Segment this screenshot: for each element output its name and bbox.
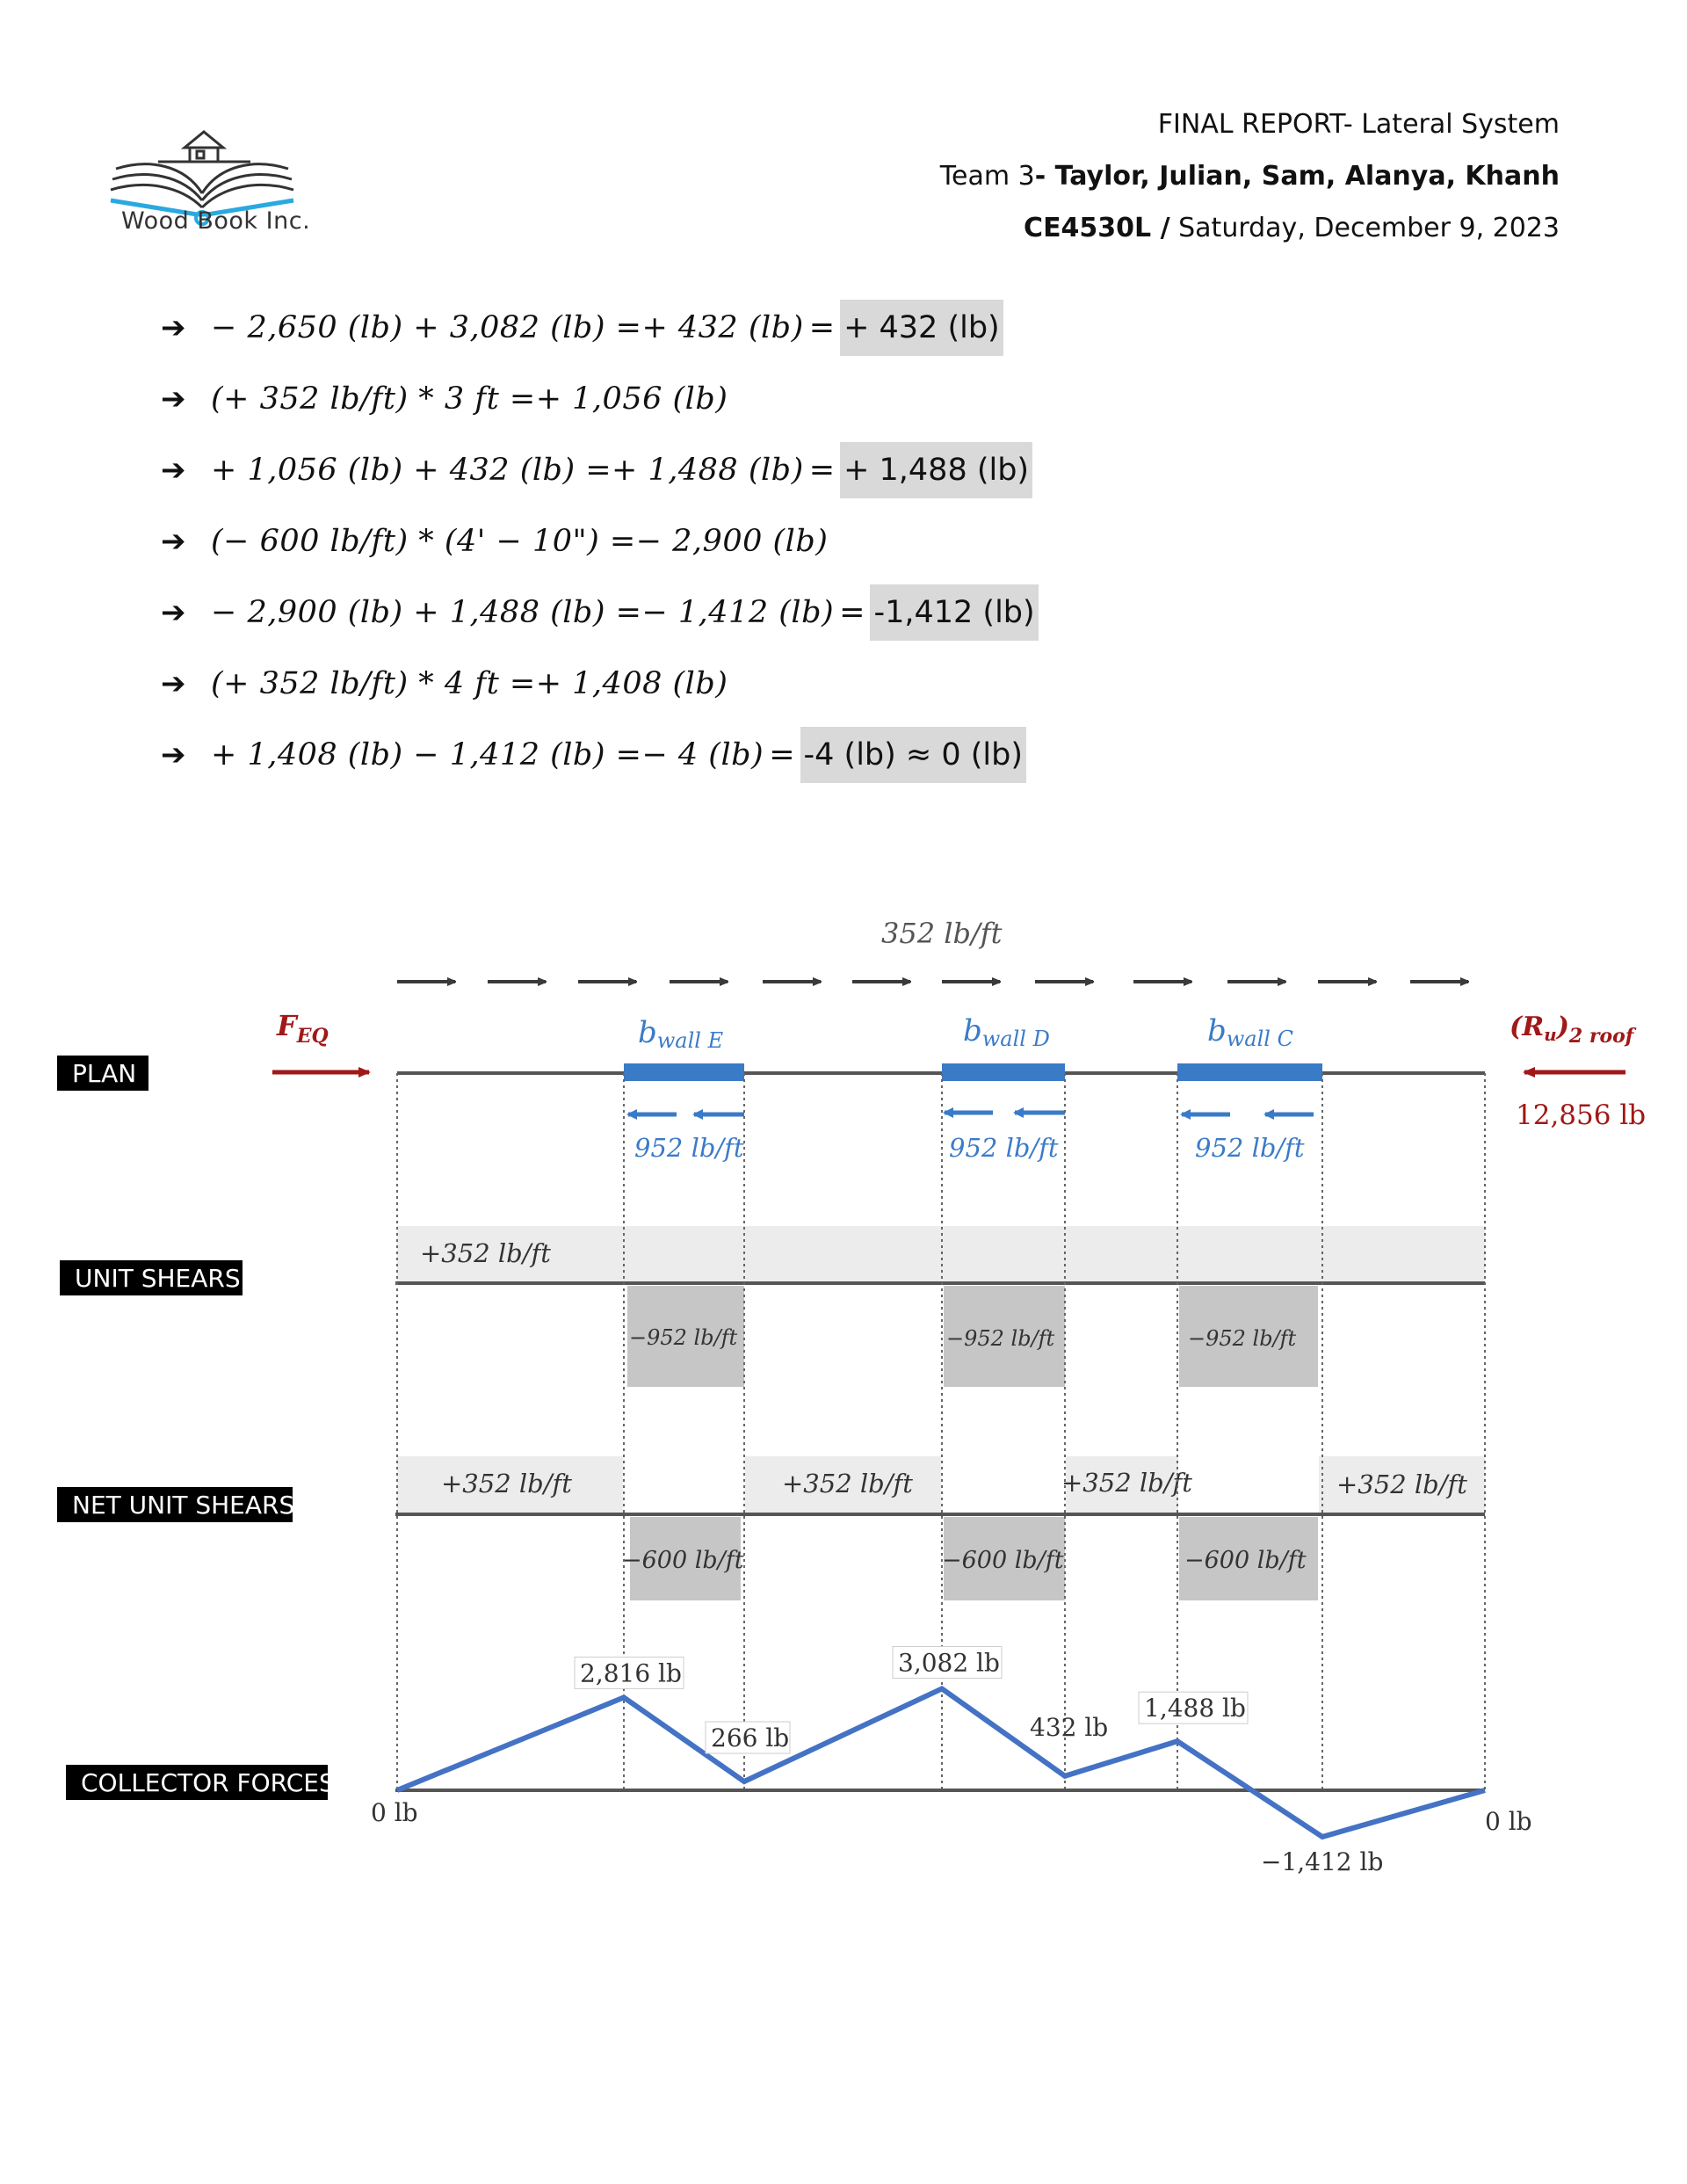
wall-e-label: bwall E: [638, 1015, 724, 1053]
bullet-arrow-icon: ➔: [161, 310, 186, 345]
row-label-unit-shears-text: UNIT SHEARS: [75, 1264, 241, 1293]
unit-shear-positive-value: +352 lb/ft: [420, 1238, 551, 1268]
equation-expr: (− 600 lb/ft) * (4' − 10") =− 2,900 (lb): [211, 524, 829, 559]
equation-expr: − 2,900 (lb) + 1,488 (lb) =− 1,412 (lb): [211, 595, 835, 630]
equation-expr: − 2,650 (lb) + 3,082 (lb) =+ 432 (lb): [211, 310, 804, 345]
equation-expr: + 1,056 (lb) + 432 (lb) =+ 1,488 (lb): [211, 453, 804, 488]
equation-result: + 1,488 (lb): [840, 442, 1032, 498]
distributed-load-label: 352 lb/ft: [881, 917, 1003, 950]
collector-point-label: 432 lb: [1030, 1712, 1109, 1742]
net-positive-value-2: +352 lb/ft: [782, 1469, 913, 1498]
company-name: Wood Book Inc.: [121, 207, 311, 235]
wall-e-load: 952 lb/ft: [634, 1133, 744, 1163]
net-positive-value-4: +352 lb/ft: [1336, 1469, 1467, 1499]
row-label-plan: [57, 1056, 148, 1091]
collector-point-label: 3,082 lb: [898, 1648, 1000, 1678]
team-members: - Taylor, Julian, Sam, Alanya, Khanh: [1034, 161, 1560, 192]
unit-shear-negative-c-value: −952 lb/ft: [1188, 1326, 1297, 1351]
net-positive-value-1: +352 lb/ft: [441, 1469, 572, 1498]
wall-d-load: 952 lb/ft: [949, 1133, 1059, 1163]
collector-point-label: −1,412 lb: [1261, 1847, 1384, 1876]
equation-result: -4 (lb) ≈ 0 (lb): [800, 727, 1027, 783]
equals-sign: =: [808, 453, 836, 488]
bullet-arrow-icon: ➔: [161, 666, 186, 701]
equals-sign: =: [808, 310, 836, 345]
unit-shear-negative-e-value: −952 lb/ft: [629, 1325, 738, 1350]
feq-label: $F_{EQ}$: [277, 1009, 329, 1048]
row-label-net-unit-shears-text: NET UNIT SHEARS: [72, 1491, 295, 1520]
equals-sign: =: [839, 595, 865, 630]
net-negative-c-value: −600 lb/ft: [1184, 1547, 1307, 1574]
course-code: CE4530L /: [1024, 213, 1170, 243]
equals-sign: =: [769, 737, 795, 773]
equation-expr: (+ 352 lb/ft) * 4 ft =+ 1,408 (lb): [211, 666, 728, 701]
report-date: Saturday, December 9, 2023: [1178, 213, 1560, 243]
row-label-plan-text: PLAN: [72, 1059, 137, 1088]
section-dividers: [397, 1073, 1485, 1790]
collector-point-label: 2,816 lb: [580, 1658, 682, 1688]
bullet-arrow-icon: ➔: [161, 737, 186, 773]
row-label-collector-forces: [66, 1765, 335, 1800]
net-positive-value-3: +352 lb/ft: [1061, 1468, 1192, 1498]
wall-reaction-arrows: [628, 1113, 1314, 1114]
net-negative-e-value: −600 lb/ft: [622, 1547, 744, 1574]
unit-shear-negative-d-value: −952 lb/ft: [946, 1326, 1055, 1351]
wall-e-bar: [624, 1063, 744, 1081]
bullet-arrow-icon: ➔: [161, 595, 186, 630]
wall-c-load: 952 lb/ft: [1195, 1133, 1305, 1163]
row-label-unit-shears: [60, 1260, 243, 1295]
wall-d-label: bwall D: [963, 1013, 1050, 1051]
row-label-collector-forces-text: COLLECTOR FORCES: [81, 1768, 335, 1797]
net-negative-d-value: −600 lb/ft: [942, 1547, 1064, 1574]
row-label-net-unit-shears: [57, 1487, 294, 1522]
equation-expr: (+ 352 lb/ft) * 3 ft =+ 1,056 (lb): [211, 381, 728, 417]
collector-labels: [371, 1646, 1532, 1876]
collector-point-label: 0 lb: [371, 1798, 418, 1827]
collector-point-label: 0 lb: [1485, 1807, 1532, 1836]
bullet-arrow-icon: ➔: [161, 524, 186, 559]
ru-value: 12,856 lb: [1516, 1099, 1647, 1131]
equation-result: -1,412 (lb): [870, 584, 1038, 641]
equation-expr: + 1,408 (lb) − 1,412 (lb) =− 4 (lb): [211, 737, 764, 773]
wall-d-bar: [942, 1063, 1065, 1081]
bullet-arrow-icon: ➔: [161, 381, 186, 417]
ru-label: $(R_u)_{2 roof}$: [1510, 1012, 1634, 1048]
report-title: FINAL REPORT- Lateral System: [1157, 109, 1560, 140]
wall-c-bar: [1177, 1063, 1322, 1081]
team-label: Team 3: [939, 161, 1035, 192]
equation-result: + 432 (lb): [840, 300, 1003, 356]
bullet-arrow-icon: ➔: [161, 453, 186, 488]
collector-point-label: 266 lb: [711, 1723, 790, 1753]
wall-c-label: bwall C: [1207, 1013, 1293, 1051]
collector-point-label: 1,488 lb: [1144, 1694, 1246, 1723]
